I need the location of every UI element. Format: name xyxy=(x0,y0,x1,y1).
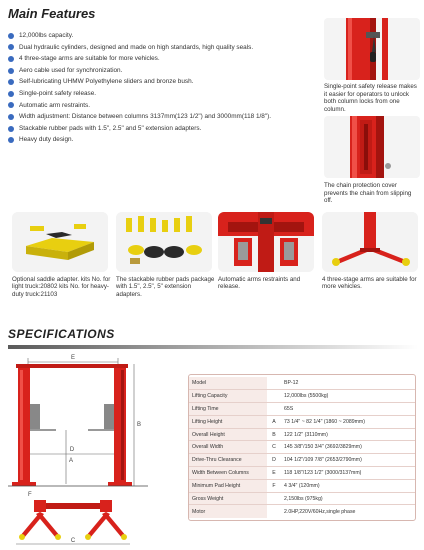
chain-cover-photo xyxy=(324,116,420,178)
arm-restraints-caption: Automatic arms restraints and release. xyxy=(218,276,301,291)
bullet-icon xyxy=(8,126,14,132)
dimension-letter-c: C xyxy=(70,538,76,544)
spec-label: Minimum Pad Height xyxy=(189,479,267,492)
spec-value: 104 1/2"/109 7/8" (2653/2790mm) xyxy=(281,454,415,467)
spec-code xyxy=(267,377,281,390)
bullet-icon xyxy=(8,91,14,97)
dimension-letter-f: F xyxy=(28,492,32,498)
spec-code: D xyxy=(267,454,281,467)
spec-label: Lifting Capacity xyxy=(189,390,267,403)
spec-value: 4 3/4" (120mm) xyxy=(281,479,415,492)
spec-label: Width Between Columns xyxy=(189,467,267,480)
rubber-pads-caption: The stackable rubber pads package with 1.5", 2.5", 5" extension adapters. xyxy=(116,276,215,298)
feature-text: Automatic arm restraints. xyxy=(19,101,91,109)
dimension-letter-b: B xyxy=(137,422,142,428)
feature-text: Width adjustment: Distance between columns 3137mm(123 1/2") and 3000mm(118 1/8"). xyxy=(19,113,272,121)
lift-technical-drawing xyxy=(8,350,184,548)
spec-value: 2.0HP,220V/60Hz,single phase xyxy=(284,508,356,515)
feature-item xyxy=(8,123,320,135)
spec-code xyxy=(267,403,281,416)
feature-text: Heavy duty design. xyxy=(19,136,74,144)
table-row xyxy=(189,415,415,428)
spec-value: 145 3/8"/150 3/4" (3692/3829mm) xyxy=(281,441,415,454)
feature-item xyxy=(8,88,320,100)
bullet-icon xyxy=(8,102,14,108)
spec-value: 118 1/8"/123 1/2" (3000/3137mm) xyxy=(281,467,415,480)
spec-code: C xyxy=(267,441,281,454)
rubber-pads-photo xyxy=(116,212,212,272)
spec-code xyxy=(267,492,281,505)
feature-text: Stackable rubber pads with 1.5", 2.5" and 5" extension adapters. xyxy=(19,124,202,132)
dimension-letter-d: D xyxy=(69,447,75,453)
specifications-heading: SPECIFICATIONS xyxy=(8,327,115,341)
heading-divider xyxy=(8,345,418,349)
feature-item xyxy=(8,111,320,123)
chain-cover-caption: The chain protection cover prevents the chain from slipping off. xyxy=(324,182,412,205)
dimension-letter-a: A xyxy=(69,458,74,464)
spec-value: 73 1/4" ~ 82 1/4" (1860 ~ 2089mm) xyxy=(281,415,415,428)
feature-item xyxy=(8,100,320,112)
bullet-icon xyxy=(8,33,14,39)
saddle-adapter-caption: Optional saddle adapter. kits No. for light truck:20802 kits No. for heavy-duty truck:21103 xyxy=(12,276,111,298)
spec-code xyxy=(267,390,281,403)
spec-label: Overall Height xyxy=(189,428,267,441)
feature-item xyxy=(8,53,320,65)
table-row xyxy=(189,390,415,403)
spec-code: F xyxy=(267,479,281,492)
dimension-letter-e: E xyxy=(70,355,76,361)
spec-label: Motor xyxy=(189,505,267,518)
safety-release-photo xyxy=(324,18,420,80)
table-row xyxy=(189,505,415,518)
spec-value: 65S xyxy=(281,403,415,416)
feature-text: 12,000lbs capacity. xyxy=(19,32,74,39)
feature-item xyxy=(8,42,320,54)
spec-code xyxy=(267,505,281,518)
feature-item xyxy=(8,65,320,77)
safety-release-caption: Single-point safety release makes it easier for operators to unlock both column locks from one column. xyxy=(324,83,417,113)
table-row xyxy=(189,428,415,441)
spec-label: Lifting Height xyxy=(189,415,267,428)
table-row xyxy=(189,479,415,492)
feature-text: Self-lubricating UHMW Polyethylene sliders and bronze bush. xyxy=(19,78,194,86)
spec-label: Drive-Thru Clearance xyxy=(189,454,267,467)
bullet-icon xyxy=(8,79,14,85)
feature-item xyxy=(8,134,320,146)
table-row xyxy=(189,467,415,480)
spec-label: Overall Width xyxy=(189,441,267,454)
table-row xyxy=(189,441,415,454)
bullet-icon xyxy=(8,114,14,120)
specifications-table xyxy=(188,374,416,521)
feature-list xyxy=(8,30,320,146)
feature-text: Aero cable used for synchronization. xyxy=(19,66,123,74)
spec-label: Lifting Time xyxy=(189,403,267,416)
spec-label: Model xyxy=(189,377,267,390)
spec-label: Gross Weight xyxy=(189,492,267,505)
bullet-icon xyxy=(8,44,14,50)
arm-restraints-photo xyxy=(218,212,314,272)
table-row xyxy=(189,403,415,416)
bullet-icon xyxy=(8,137,14,143)
bullet-icon xyxy=(8,56,14,62)
saddle-adapter-photo xyxy=(12,212,108,272)
bullet-icon xyxy=(8,68,14,74)
three-stage-arms-caption: 4 three-stage arms are suitable for more vehicles. xyxy=(322,276,417,291)
spec-value: 2,150lbs (975kg) xyxy=(281,492,415,505)
spec-value: BP-12 xyxy=(281,377,415,390)
table-row xyxy=(189,492,415,505)
feature-item xyxy=(8,30,320,42)
spec-code: E xyxy=(267,467,281,480)
feature-text: Single-point safety release. xyxy=(19,89,97,97)
three-stage-arms-photo xyxy=(322,212,418,272)
feature-text: 4 three-stage arms are suitable for more vehicles. xyxy=(19,55,160,63)
main-features-heading: Main Features xyxy=(8,6,96,21)
spec-code: A xyxy=(267,415,281,428)
feature-item xyxy=(8,76,320,88)
spec-value: 122 1/2" (3110mm) xyxy=(281,428,415,441)
spec-value: 12,000lbs (5500kg) xyxy=(281,390,415,403)
feature-text: Dual hydraulic cylinders, designed and made on high standards, high quality seals. xyxy=(19,43,254,51)
spec-code: B xyxy=(267,428,281,441)
table-row xyxy=(189,454,415,467)
table-row xyxy=(189,377,415,390)
